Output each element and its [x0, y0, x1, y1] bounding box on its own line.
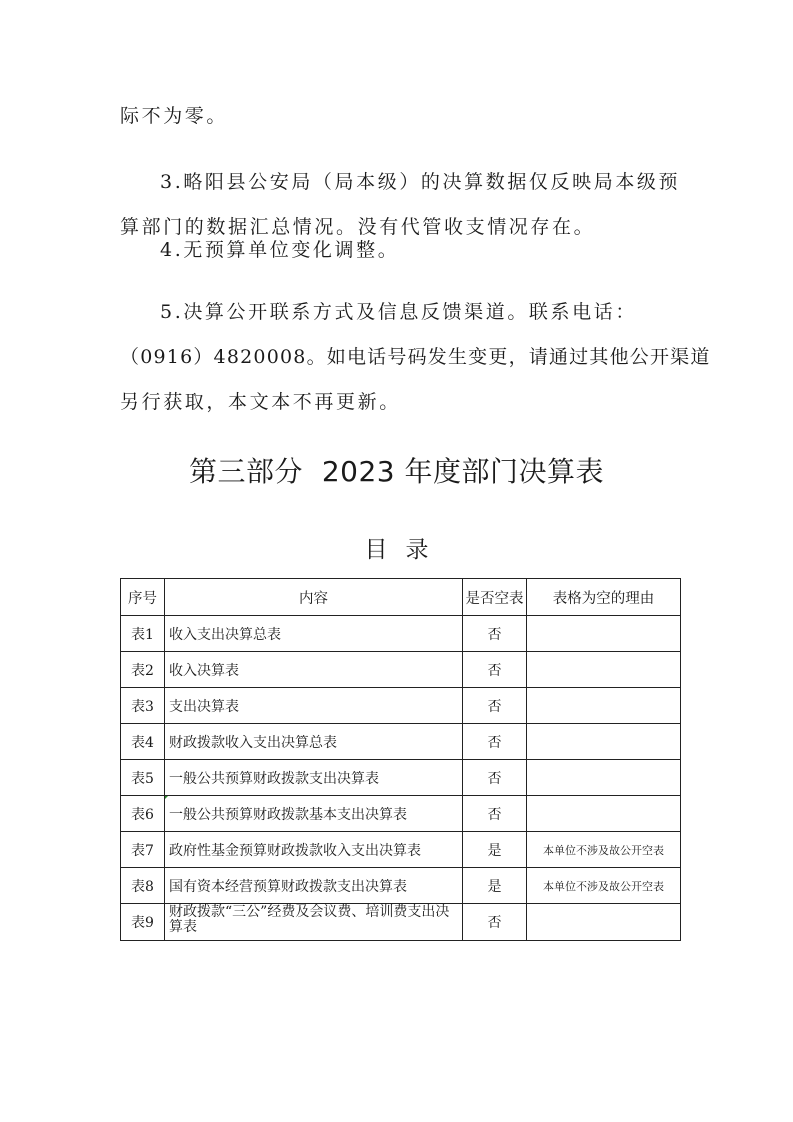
row-reason: 本单位不涉及故公开空表 [527, 832, 681, 868]
row-reason [527, 796, 681, 832]
paragraph-item-5 [120, 290, 711, 425]
table-row [121, 616, 681, 652]
row-is-empty: 是 [463, 832, 527, 868]
table-row [121, 832, 681, 868]
row-reason [527, 616, 681, 652]
row-content-cell [165, 796, 463, 832]
toc-table [120, 578, 681, 941]
table-row [121, 868, 681, 904]
row-content: 支出决算表 [165, 688, 463, 724]
row-reason [527, 652, 681, 688]
row-reason [527, 724, 681, 760]
row-is-empty: 否 [463, 904, 527, 941]
table-row [121, 688, 681, 724]
row-no: 表5 [121, 760, 165, 796]
header-no: 序号 [121, 579, 165, 616]
row-is-empty: 否 [463, 652, 527, 688]
paragraph-item-5-line-2: （0916）4820008。如电话号码发生变更，请通过其他公开渠道 [120, 346, 711, 368]
row-content: 一般公共预算财政拨款基本支出决算表 [169, 806, 407, 823]
row-is-empty: 否 [463, 688, 527, 724]
row-content: 收入支出决算总表 [165, 616, 463, 652]
row-content: 收入决算表 [165, 652, 463, 688]
table-row [121, 904, 681, 941]
header-reason: 表格为空的理由 [527, 579, 681, 616]
header-is-empty: 是否空表 [463, 579, 527, 616]
row-content: 财政拨款“三公”经费及会议费、培训费支出决算表 [165, 904, 463, 941]
table-row [121, 724, 681, 760]
row-no: 表6 [121, 796, 165, 832]
paragraph-continuation: 际不为零。 [120, 105, 229, 127]
row-no: 表4 [121, 724, 165, 760]
row-reason [527, 760, 681, 796]
row-no: 表7 [121, 832, 165, 868]
table-row [121, 652, 681, 688]
row-is-empty: 否 [463, 616, 527, 652]
row-is-empty: 是 [463, 868, 527, 904]
row-no: 表9 [121, 904, 165, 941]
row-reason [527, 904, 681, 941]
cell-comment-marker-icon [165, 796, 170, 801]
row-no: 表1 [121, 616, 165, 652]
toc-title: 目录 [364, 537, 447, 563]
row-content: 财政拨款收入支出决算总表 [165, 724, 463, 760]
row-no: 表3 [121, 688, 165, 724]
header-content: 内容 [165, 579, 463, 616]
toc-header-row [121, 579, 681, 616]
row-is-empty: 否 [463, 796, 527, 832]
row-reason: 本单位不涉及故公开空表 [527, 868, 681, 904]
paragraph-item-4: 4.无预算单位变化调整。 [160, 239, 400, 261]
row-no: 表2 [121, 652, 165, 688]
row-content: 政府性基金预算财政拨款收入支出决算表 [165, 832, 463, 868]
paragraph-item-5-line-3: 另行获取，本文本不再更新。 [120, 391, 401, 413]
section-title: 第三部分 2023 年度部门决算表 [189, 455, 604, 488]
row-is-empty: 否 [463, 724, 527, 760]
row-no: 表8 [121, 868, 165, 904]
row-is-empty: 否 [463, 760, 527, 796]
table-row [121, 760, 681, 796]
paragraph-item-5-line-1: 5.决算公开联系方式及信息反馈渠道。联系电话： [160, 301, 637, 323]
row-content: 国有资本经营预算财政拨款支出决算表 [165, 868, 463, 904]
paragraph-item-3-line-2: 算部门的数据汇总情况。没有代管收支情况存在。 [120, 216, 596, 238]
table-row [121, 796, 681, 832]
paragraph-item-3-line-1: 3.略阳县公安局（局本级）的决算数据仅反映局本级预 [160, 171, 681, 193]
row-reason [527, 688, 681, 724]
row-content: 一般公共预算财政拨款支出决算表 [165, 760, 463, 796]
